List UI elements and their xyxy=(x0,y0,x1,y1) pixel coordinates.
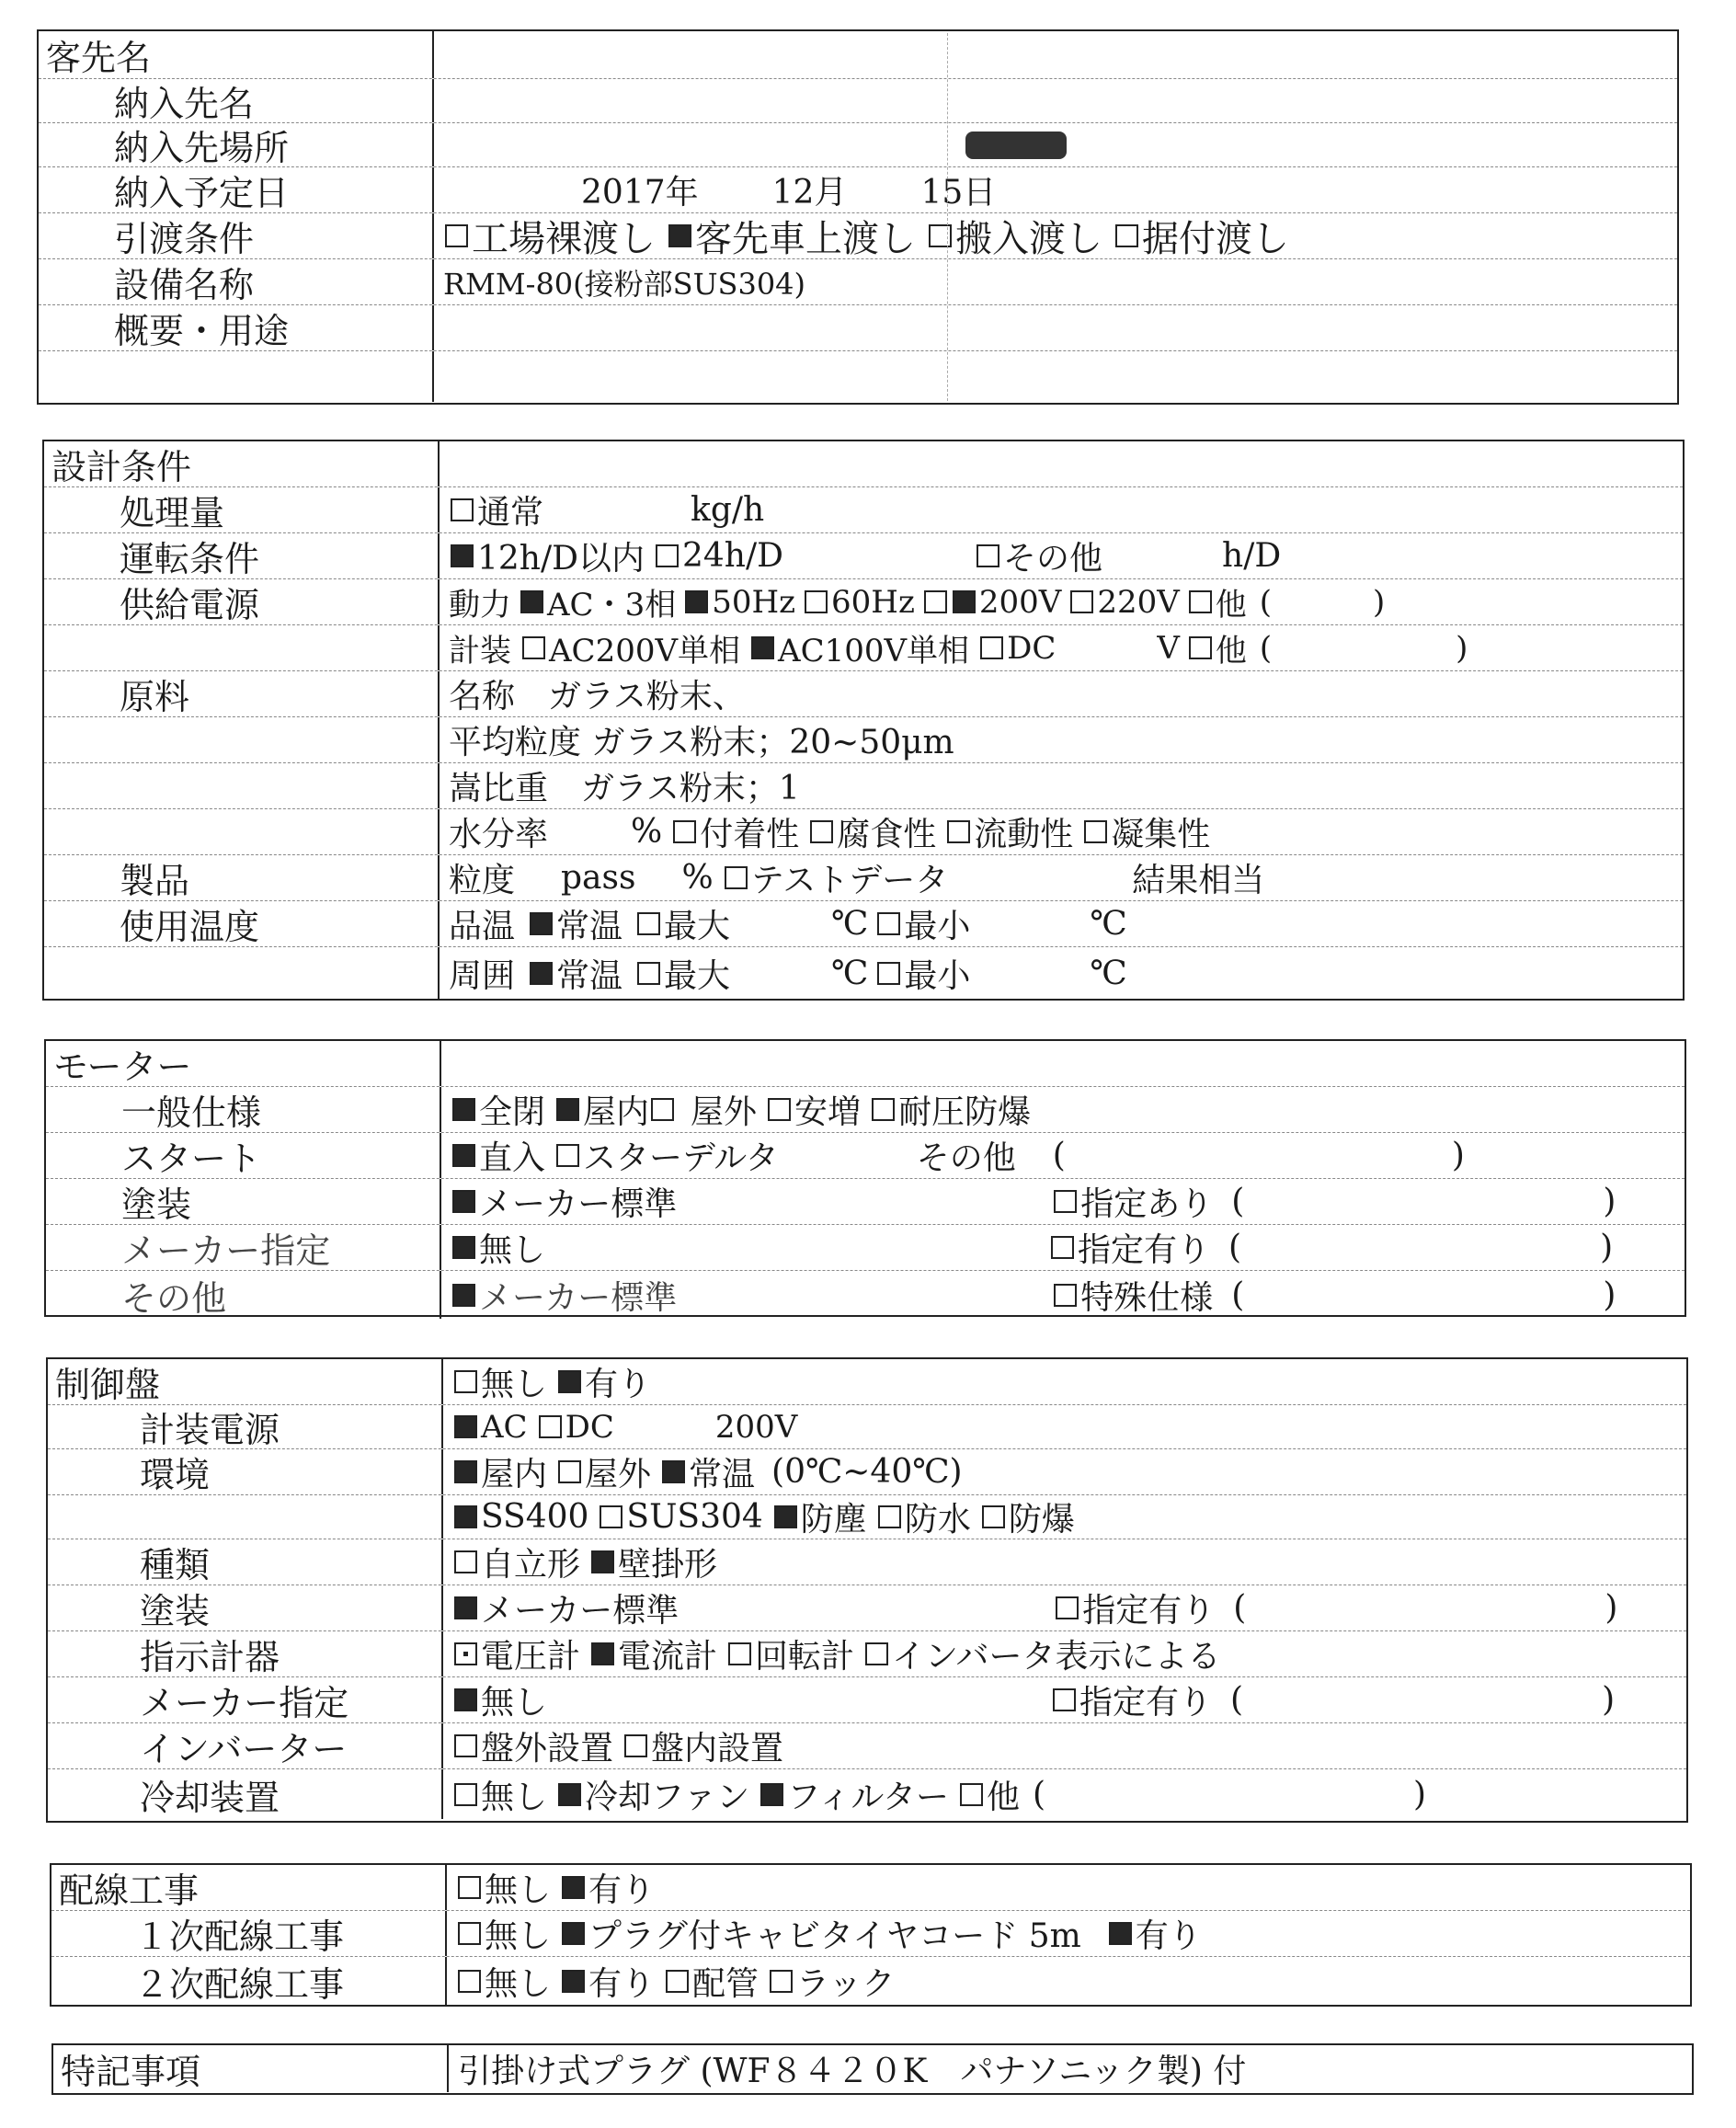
moisture-o3: 流動性 xyxy=(974,816,1074,853)
motor-paint-row xyxy=(46,1179,1685,1225)
panel-env-range: (0℃~40℃) xyxy=(771,1453,963,1491)
panel-cooling-po: ( xyxy=(1033,1775,1046,1813)
motor-maker-pc: ) xyxy=(1600,1229,1614,1266)
checkbox-ambient-min[interactable] xyxy=(877,962,900,985)
checkbox-direct[interactable] xyxy=(452,1144,475,1167)
panel-mat-o5: 防爆 xyxy=(1008,1501,1075,1539)
panel-env-row xyxy=(48,1449,1686,1495)
panel-type-row xyxy=(48,1539,1686,1585)
temp-product-max: 最大 xyxy=(664,908,731,945)
handover-label: 引渡条件 xyxy=(39,213,434,258)
panel-env-o2: 屋外 xyxy=(585,1456,652,1493)
panel-mat-o4: 防水 xyxy=(904,1501,971,1539)
temp-label: 使用温度 xyxy=(44,901,440,946)
material-size: 平均粒度 ガラス粉末；20~50μm xyxy=(449,724,954,761)
checkbox-ambient-max[interactable] xyxy=(637,962,660,985)
motor-start-other: その他 xyxy=(916,1139,1016,1177)
checkbox-product-normal[interactable] xyxy=(530,912,553,935)
wiring-secondary-label: ２次配線工事 xyxy=(51,1957,447,2005)
motor-maker-o1: 無し xyxy=(479,1231,546,1269)
checkbox-ammeter[interactable] xyxy=(591,1642,614,1665)
checkbox-rack[interactable] xyxy=(770,1970,793,1993)
panel-power-row xyxy=(48,1405,1686,1449)
wiring-head-o2: 有り xyxy=(588,1871,656,1909)
motor-maker-o2: 指定有り xyxy=(1078,1231,1211,1269)
notes-section xyxy=(51,2043,1694,2095)
checkbox-motor-paint-std[interactable] xyxy=(452,1190,475,1213)
blank-value xyxy=(434,351,1677,402)
panel-cooling-o3: フィルター xyxy=(787,1778,949,1816)
instrument-row xyxy=(44,625,1683,671)
checkbox-secondary-none[interactable] xyxy=(458,1970,481,1993)
delivery-date-row xyxy=(39,167,1677,213)
checkbox-waterproof[interactable] xyxy=(878,1505,901,1528)
checkbox-tachometer[interactable] xyxy=(728,1642,751,1665)
panel-meter-label: 指示計器 xyxy=(48,1631,443,1676)
handover-opt-3: 搬入渡し xyxy=(955,218,1102,258)
throughput-row xyxy=(44,487,1683,533)
panel-meter-o2: 電流計 xyxy=(618,1638,718,1676)
temp-product-min: 最小 xyxy=(904,908,971,945)
wiring-primary-label: １次配線工事 xyxy=(51,1911,447,1956)
instrument-other: 他 xyxy=(1215,633,1247,669)
equipment-label: 設備名称 xyxy=(39,259,434,304)
motor-general-o1: 全閉 xyxy=(479,1093,546,1131)
checkbox-explosion[interactable] xyxy=(872,1098,895,1121)
delivery-place-label: 納入先場所 xyxy=(39,123,434,166)
checkbox-normal[interactable] xyxy=(451,498,474,521)
motor-general-label: 一般仕様 xyxy=(46,1087,441,1132)
panel-cooling-label: 冷却装置 xyxy=(48,1769,443,1819)
checkbox-12h[interactable] xyxy=(451,544,474,567)
panel-cooling-pc: ) xyxy=(1413,1775,1427,1813)
panel-inverter-label: インバーター xyxy=(48,1723,443,1768)
panel-env-label: 環境 xyxy=(48,1449,443,1494)
handover-opt-2: 客先車上渡し xyxy=(695,218,916,258)
motor-title-row xyxy=(46,1041,1685,1087)
panel-paint-o2: 指定有り xyxy=(1082,1592,1216,1630)
checkbox-power-other[interactable] xyxy=(1189,590,1212,613)
checkbox-panel-normal-temp[interactable] xyxy=(662,1460,685,1483)
motor-general-o3: 屋外 xyxy=(691,1093,758,1131)
motor-maker-po: ( xyxy=(1228,1229,1242,1266)
panel-paint-row xyxy=(48,1585,1686,1631)
instrument-v: V xyxy=(1157,629,1180,667)
checkbox-outdoor[interactable] xyxy=(651,1098,674,1121)
panel-power-volt: 200V xyxy=(714,1408,798,1446)
material-name: 名称 ガラス粉末、 xyxy=(449,678,746,715)
temp-product-normal: 常温 xyxy=(556,908,623,945)
power-prefix: 動力 xyxy=(449,587,511,624)
customer-name-value xyxy=(434,31,1677,78)
power-220v: 220V xyxy=(1097,583,1180,621)
checkbox-primary-none[interactable] xyxy=(458,1922,481,1945)
checkbox-panel-maker-none[interactable] xyxy=(454,1688,477,1711)
motor-paint-pc: ) xyxy=(1603,1183,1616,1220)
panel-env-o1: 屋内 xyxy=(481,1456,548,1493)
checkbox-cooling-other[interactable] xyxy=(960,1783,983,1806)
handover-opt-1: 工場裸渡し xyxy=(472,218,656,258)
checkbox-ac100[interactable] xyxy=(751,636,774,659)
power-paren-open: ( xyxy=(1259,583,1273,621)
motor-other-row xyxy=(46,1271,1685,1319)
delivery-name-value xyxy=(434,79,1677,122)
panel-env-o3: 常温 xyxy=(689,1456,756,1493)
checkbox-dustproof[interactable] xyxy=(774,1505,797,1528)
checkbox-motor-maker-none[interactable] xyxy=(452,1236,475,1259)
checkbox-inverter-display[interactable] xyxy=(865,1642,888,1665)
motor-other-o1: メーカー標準 xyxy=(479,1278,678,1317)
overview-value xyxy=(434,305,1677,350)
design-title: 設計条件 xyxy=(44,441,440,486)
checkbox-primary-yes[interactable] xyxy=(1109,1922,1132,1945)
checkbox-wiring-none[interactable] xyxy=(458,1876,481,1899)
product-result: 結果相当 xyxy=(1132,862,1265,899)
temp-ambient-c1: ℃ xyxy=(831,954,869,992)
checkbox-dc[interactable] xyxy=(980,636,1003,659)
wiring-secondary-o4: ラック xyxy=(796,1964,896,2003)
panel-paint-label: 塗装 xyxy=(48,1585,443,1630)
moisture-prefix: 水分率 xyxy=(449,816,549,853)
op-opt3: その他 xyxy=(1003,540,1103,578)
handover-row xyxy=(39,213,1677,259)
motor-paint-label: 塗装 xyxy=(46,1179,441,1224)
checkbox-motor-other-special[interactable] xyxy=(1054,1284,1077,1307)
power-paren-close: ) xyxy=(1373,583,1386,621)
checkbox-enclosed[interactable] xyxy=(452,1098,475,1121)
temp-ambient-row xyxy=(44,947,1683,999)
customer-divider xyxy=(947,33,948,401)
delivery-date-value xyxy=(434,167,1677,212)
throughput-label: 処理量 xyxy=(44,487,440,532)
checkbox-install[interactable] xyxy=(1115,224,1138,247)
material-label: 原料 xyxy=(44,671,440,716)
checkbox-freestanding[interactable] xyxy=(454,1550,477,1573)
checkbox-50hz[interactable] xyxy=(685,590,708,613)
panel-paint-o1: メーカー標準 xyxy=(481,1592,680,1630)
motor-title: モーター xyxy=(46,1041,441,1086)
overview-label: 概要・用途 xyxy=(39,305,434,350)
wiring-section xyxy=(50,1863,1692,2007)
checkbox-plug-cord[interactable] xyxy=(562,1922,585,1945)
product-row xyxy=(44,855,1683,901)
checkbox-conduit[interactable] xyxy=(666,1970,689,1993)
handover-opt-4: 据付渡し xyxy=(1142,218,1289,258)
checkbox-cooling-none[interactable] xyxy=(454,1783,477,1806)
moisture-row xyxy=(44,809,1683,855)
panel-maker-po: ( xyxy=(1230,1681,1244,1719)
blank-row xyxy=(39,351,1677,402)
op-opt2: 24h/D xyxy=(682,537,783,575)
overview-row xyxy=(39,305,1677,351)
redacted-block xyxy=(965,132,1067,159)
motor-other-o2: 特殊仕様 xyxy=(1080,1278,1214,1317)
op-opt1: 12h/D以内 xyxy=(477,540,645,578)
checkbox-secondary-yes[interactable] xyxy=(562,1970,585,1993)
panel-meter-o4: インバータ表示による xyxy=(892,1638,1221,1676)
wiring-head-o1: 無し xyxy=(485,1871,552,1909)
motor-other-po: ( xyxy=(1231,1276,1245,1314)
checkbox-200v[interactable] xyxy=(953,590,976,613)
checkbox-carry-in[interactable] xyxy=(929,224,952,247)
material-density: 嵩比重 ガラス粉末；1 xyxy=(449,770,800,807)
panel-maker-row xyxy=(48,1677,1686,1723)
panel-title: 制御盤 xyxy=(48,1359,443,1404)
power-60hz: 60Hz xyxy=(831,583,915,621)
motor-general-o5: 耐圧防爆 xyxy=(898,1093,1032,1131)
panel-maker-o1: 無し xyxy=(481,1684,548,1722)
power-50hz: 50Hz xyxy=(712,583,796,621)
panel-paint-po: ( xyxy=(1233,1589,1247,1627)
checkbox-corrosion[interactable] xyxy=(810,820,833,843)
motor-start-po: ( xyxy=(1052,1137,1066,1174)
checkbox-panel-maker-spec[interactable] xyxy=(1053,1688,1076,1711)
temp-product-c1: ℃ xyxy=(831,905,869,943)
checkbox-panel-indoor[interactable] xyxy=(454,1460,477,1483)
checkbox-filter[interactable] xyxy=(760,1783,783,1806)
checkbox-panel-dc[interactable] xyxy=(539,1415,562,1438)
checkbox-indoor[interactable] xyxy=(556,1098,579,1121)
wiring-title-row xyxy=(51,1865,1690,1911)
checkbox-customer-truck[interactable] xyxy=(668,224,691,247)
temp-ambient-c2: ℃ xyxy=(1090,954,1127,992)
checkbox-v-blank[interactable] xyxy=(924,590,947,613)
delivery-place-value xyxy=(434,123,1677,166)
checkbox-inside-panel[interactable] xyxy=(624,1734,647,1757)
checkbox-ac200[interactable] xyxy=(522,636,545,659)
panel-cooling-o4: 他 xyxy=(986,1778,1020,1816)
panel-mat-row xyxy=(48,1495,1686,1539)
panel-section xyxy=(46,1357,1688,1823)
checkbox-ac3[interactable] xyxy=(520,590,543,613)
checkbox-adhesion[interactable] xyxy=(673,820,696,843)
moisture-o4: 凝集性 xyxy=(1111,816,1211,853)
wiring-secondary-o3: 配管 xyxy=(692,1964,760,2003)
motor-maker-label: メーカー指定 xyxy=(46,1225,441,1270)
power-ac: AC・3相 xyxy=(547,587,677,624)
product-pct: % xyxy=(681,859,714,897)
notes-title: 特記事項 xyxy=(53,2045,449,2092)
instrument-ac100: AC100V単相 xyxy=(778,633,970,669)
motor-paint-po: ( xyxy=(1231,1183,1245,1220)
design-title-row xyxy=(44,441,1683,487)
panel-type-o2: 壁掛形 xyxy=(618,1546,718,1584)
motor-start-row xyxy=(46,1133,1685,1179)
temp-ambient-max: 最大 xyxy=(664,956,731,995)
panel-mat-o1: SS400 xyxy=(481,1498,589,1536)
delivery-month: 12月 xyxy=(771,174,848,212)
wiring-primary-o3: 有り xyxy=(1135,1917,1202,1955)
panel-power-dc: DC xyxy=(565,1408,614,1446)
delivery-place-row xyxy=(39,123,1677,167)
panel-power-ac: AC xyxy=(481,1408,528,1446)
checkbox-motor-paint-spec[interactable] xyxy=(1054,1190,1077,1213)
checkbox-op-other[interactable] xyxy=(976,544,999,567)
panel-meter-row xyxy=(48,1631,1686,1677)
panel-maker-label: メーカー指定 xyxy=(48,1677,443,1722)
material-density-row xyxy=(44,763,1683,809)
motor-start-o1: 直入 xyxy=(479,1139,546,1177)
power-row xyxy=(44,579,1683,625)
temp-ambient-min: 最小 xyxy=(904,956,971,995)
panel-cooling-o1: 無し xyxy=(481,1778,548,1816)
motor-general-row xyxy=(46,1087,1685,1133)
instrument-label xyxy=(44,625,440,670)
notes-text: 引掛け式プラグ (WF８４２０K パナソニック製) 付 xyxy=(458,2053,1247,2090)
checkbox-motor-other-std[interactable] xyxy=(452,1284,475,1307)
power-other: 他 xyxy=(1215,587,1247,624)
checkbox-explosionproof[interactable] xyxy=(982,1505,1005,1528)
checkbox-product-max[interactable] xyxy=(637,912,660,935)
checkbox-test-data[interactable] xyxy=(725,866,748,889)
panel-type-o1: 自立形 xyxy=(481,1546,581,1584)
temp-product-prefix: 品温 xyxy=(449,908,516,945)
power-200v: 200V xyxy=(978,583,1062,621)
panel-meter-o1: 電圧計 xyxy=(481,1638,581,1676)
delivery-name-row xyxy=(39,79,1677,123)
wiring-secondary-o1: 無し xyxy=(485,1964,552,2003)
temp-ambient-normal: 常温 xyxy=(556,956,623,995)
panel-maker-pc: ) xyxy=(1602,1681,1616,1719)
throughput-opt: 通常 xyxy=(477,494,544,532)
product-pass: pass xyxy=(561,859,636,897)
delivery-year: 2017年 xyxy=(581,174,699,212)
motor-start-pc: ) xyxy=(1451,1137,1465,1174)
wiring-title: 配線工事 xyxy=(51,1865,447,1910)
checkbox-panel-outdoor[interactable] xyxy=(558,1460,581,1483)
panel-cooling-o2: 冷却ファン xyxy=(585,1778,750,1816)
delivery-day: 15日 xyxy=(920,174,997,212)
checkbox-220v[interactable] xyxy=(1070,590,1093,613)
delivery-date-label: 納入予定日 xyxy=(39,167,434,212)
notes-row xyxy=(53,2045,1692,2092)
panel-inverter-o1: 盤外設置 xyxy=(481,1730,614,1768)
material-row xyxy=(44,671,1683,717)
instrument-ac200: AC200V単相 xyxy=(549,633,741,669)
motor-general-o2: 屋内 xyxy=(583,1093,650,1131)
instrument-dc: DC xyxy=(1007,629,1056,667)
moisture-pct: % xyxy=(631,813,663,851)
checkbox-product-min[interactable] xyxy=(877,912,900,935)
checkbox-panel-paint-spec[interactable] xyxy=(1056,1596,1079,1619)
equipment-name: RMM-80(接粉部SUS304) xyxy=(443,266,806,302)
customer-section xyxy=(37,29,1679,405)
product-label: 製品 xyxy=(44,855,440,900)
instrument-prefix: 計装 xyxy=(449,633,511,669)
panel-power-label: 計装電源 xyxy=(48,1405,443,1448)
panel-mat-o2: SUS304 xyxy=(626,1498,763,1536)
wiring-primary-o1: 無し xyxy=(485,1917,552,1955)
motor-other-pc: ) xyxy=(1603,1276,1616,1314)
checkbox-wiring-yes[interactable] xyxy=(562,1876,585,1899)
checkbox-panel-none[interactable] xyxy=(454,1370,477,1393)
motor-section xyxy=(44,1039,1686,1317)
checkbox-panel-ac[interactable] xyxy=(454,1415,477,1438)
checkbox-sus304[interactable] xyxy=(600,1505,622,1528)
panel-head-o1: 無し xyxy=(481,1366,548,1403)
checkbox-ambient-normal[interactable] xyxy=(530,962,553,985)
motor-general-o4: 安増 xyxy=(794,1093,862,1131)
temp-product-c2: ℃ xyxy=(1090,905,1127,943)
product-prefix: 粒度 xyxy=(449,862,516,899)
checkbox-safety[interactable] xyxy=(768,1098,791,1121)
motor-other-label: その他 xyxy=(46,1271,441,1319)
panel-maker-o2: 指定有り xyxy=(1079,1684,1213,1722)
throughput-unit: kg/h xyxy=(691,491,765,529)
operation-label: 運転条件 xyxy=(44,533,440,578)
panel-inverter-row xyxy=(48,1723,1686,1769)
moisture-o1: 付着性 xyxy=(700,816,800,853)
power-label: 供給電源 xyxy=(44,579,440,624)
checkbox-outside-panel[interactable] xyxy=(454,1734,477,1757)
checkbox-instrument-other[interactable] xyxy=(1189,636,1212,659)
wiring-primary-row xyxy=(51,1911,1690,1957)
wiring-secondary-row xyxy=(51,1957,1690,2005)
checkbox-cooling-fan[interactable] xyxy=(558,1783,581,1806)
handover-options xyxy=(434,213,1677,258)
customer-title: 客先名 xyxy=(39,31,434,78)
op-unit: h/D xyxy=(1222,537,1282,575)
checkbox-cohesion[interactable] xyxy=(1084,820,1107,843)
panel-title-row xyxy=(48,1359,1686,1405)
material-size-row xyxy=(44,717,1683,763)
checkbox-voltmeter[interactable] xyxy=(454,1642,477,1665)
checkbox-star-delta[interactable] xyxy=(556,1144,579,1167)
checkbox-fluidity[interactable] xyxy=(947,820,970,843)
blank-label xyxy=(39,351,434,402)
panel-type-label: 種類 xyxy=(48,1539,443,1585)
product-test: テストデータ xyxy=(750,862,949,899)
motor-maker-row xyxy=(46,1225,1685,1271)
delivery-name-label: 納入先名 xyxy=(39,79,434,122)
checkbox-panel-yes[interactable] xyxy=(558,1370,581,1393)
instrument-paren-close: ) xyxy=(1456,629,1468,667)
wiring-primary-o2: プラグ付キャビタイヤコード 5m xyxy=(588,1917,1081,1955)
motor-paint-o1: メーカー標準 xyxy=(479,1185,678,1223)
panel-paint-pc: ) xyxy=(1605,1589,1618,1627)
checkbox-motor-maker-spec[interactable] xyxy=(1051,1236,1074,1259)
moisture-o2: 腐食性 xyxy=(837,816,937,853)
operation-row xyxy=(44,533,1683,579)
instrument-paren-open: ( xyxy=(1259,629,1273,667)
equipment-row xyxy=(39,259,1677,305)
design-section xyxy=(42,440,1685,1001)
checkbox-factory[interactable] xyxy=(445,224,468,247)
checkbox-60hz[interactable] xyxy=(805,590,828,613)
panel-cooling-row xyxy=(48,1769,1686,1819)
checkbox-ss400[interactable] xyxy=(454,1505,477,1528)
panel-mat-o3: 防塵 xyxy=(800,1501,867,1539)
panel-inverter-o2: 盤内設置 xyxy=(651,1730,784,1768)
temp-product-row xyxy=(44,901,1683,947)
wiring-secondary-o2: 有り xyxy=(588,1964,656,2003)
motor-start-label: スタート xyxy=(46,1133,441,1178)
checkbox-wall-mount[interactable] xyxy=(591,1550,614,1573)
motor-paint-o2: 指定あり xyxy=(1080,1185,1214,1223)
customer-title-row xyxy=(39,31,1677,79)
panel-meter-o3: 回転計 xyxy=(755,1638,855,1676)
motor-start-o2: スターデルタ xyxy=(583,1139,779,1177)
temp-ambient-prefix: 周囲 xyxy=(449,956,516,995)
checkbox-panel-paint-std[interactable] xyxy=(454,1596,477,1619)
panel-head-o2: 有り xyxy=(585,1366,652,1403)
checkbox-24h[interactable] xyxy=(656,544,679,567)
